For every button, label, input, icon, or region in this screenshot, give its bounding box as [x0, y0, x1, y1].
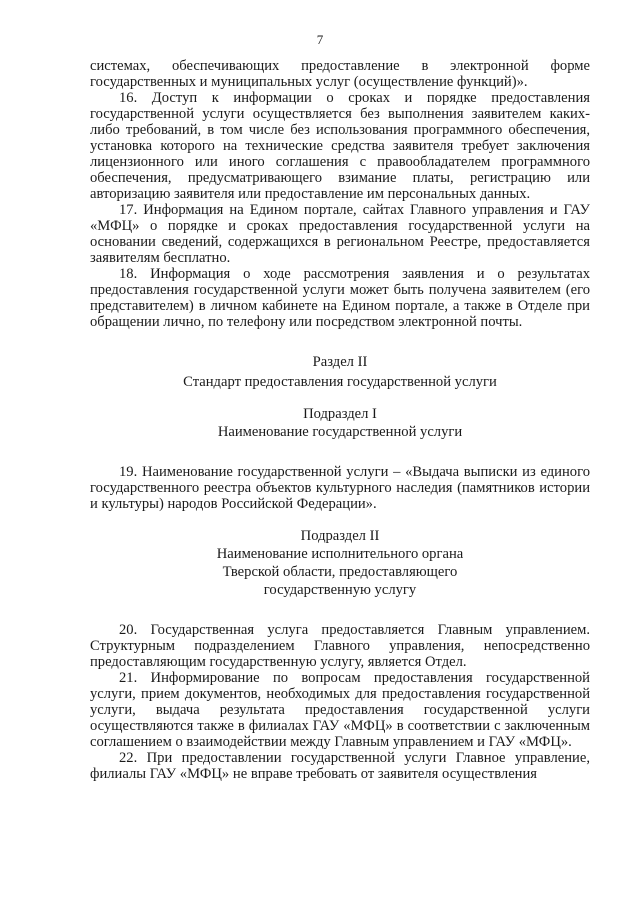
paragraph-17: 17. Информация на Едином портале, сайтах Главного управления и ГАУ «МФЦ» о порядке и сроках предоставления государственной услуги на основании сведений, содержащихся в региональном Реестре, предоставляется заявителям бесплатно. — [90, 202, 590, 266]
section-title: Раздел II — [312, 354, 368, 370]
section-subtitle: Стандарт предоставления государственной услуги — [183, 374, 497, 390]
paragraph-18: 18. Информация о ходе рассмотрения заявления и о результатах предоставления государственной услуги может быть получена заявителем (его представителем) в личном кабинете на Едином портале, а также в Отделе при обращении лично, по телефону или посредством электронной почты. — [90, 266, 590, 330]
subsection-1-title: Подраздел I — [303, 406, 377, 422]
page-number: 7 — [316, 32, 324, 47]
subsection-2-line-1: Наименование исполнительного органа — [216, 546, 464, 562]
subsection-2-line-3: государственную услугу — [263, 582, 417, 598]
paragraph-20: 20. Государственная услуга предоставляется Главным управлением. Структурным подразделением Главного управления, непосредственно предоставляющим государственную услугу, является Отдел. — [90, 622, 590, 670]
paragraph-21: 21. Информирование по вопросам предоставления государственной услуги, прием документов, необходимых для предоставления государственной услуги, выдача результата предоставления государственной услуги осуществляются также в филиалах ГАУ «МФЦ» в соответствии с заключенным соглашением о взаимодействии между Главным управлением и ГАУ «МФЦ». — [90, 670, 590, 750]
subsection-1-subtitle: Наименование государственной услуги — [217, 424, 463, 440]
document-body — [90, 58, 590, 782]
paragraph-19: 19. Наименование государственной услуги – «Выдача выписки из единого государственного реестра объектов культурного наследия (памятников истории и культуры) народов Российской Федерации». — [90, 464, 590, 512]
paragraph-continuation: системах, обеспечивающих предоставление в электронной форме государственных и муниципальных услуг (осуществление функций)». — [90, 58, 590, 90]
paragraph-22: 22. При предоставлении государственной услуги Главное управление, филиалы ГАУ «МФЦ» не вправе требовать от заявителя осуществления — [90, 750, 590, 782]
paragraph-16: 16. Доступ к информации о сроках и порядке предоставления государственной услуги осуществляется без выполнения заявителем каких-либо требований, в том числе без использования программного обеспечения, установка которого на технические средства заявителя требует заключения лицензионного или иного соглашения с правообладателем программного обеспечения, предусматривающего взимание платы, регистрацию или авторизацию заявителя или предоставление им персональных данных. — [90, 90, 590, 202]
subsection-2-line-2: Тверской области, предоставляющего — [222, 564, 458, 580]
subsection-2-title: Подраздел II — [300, 528, 380, 544]
